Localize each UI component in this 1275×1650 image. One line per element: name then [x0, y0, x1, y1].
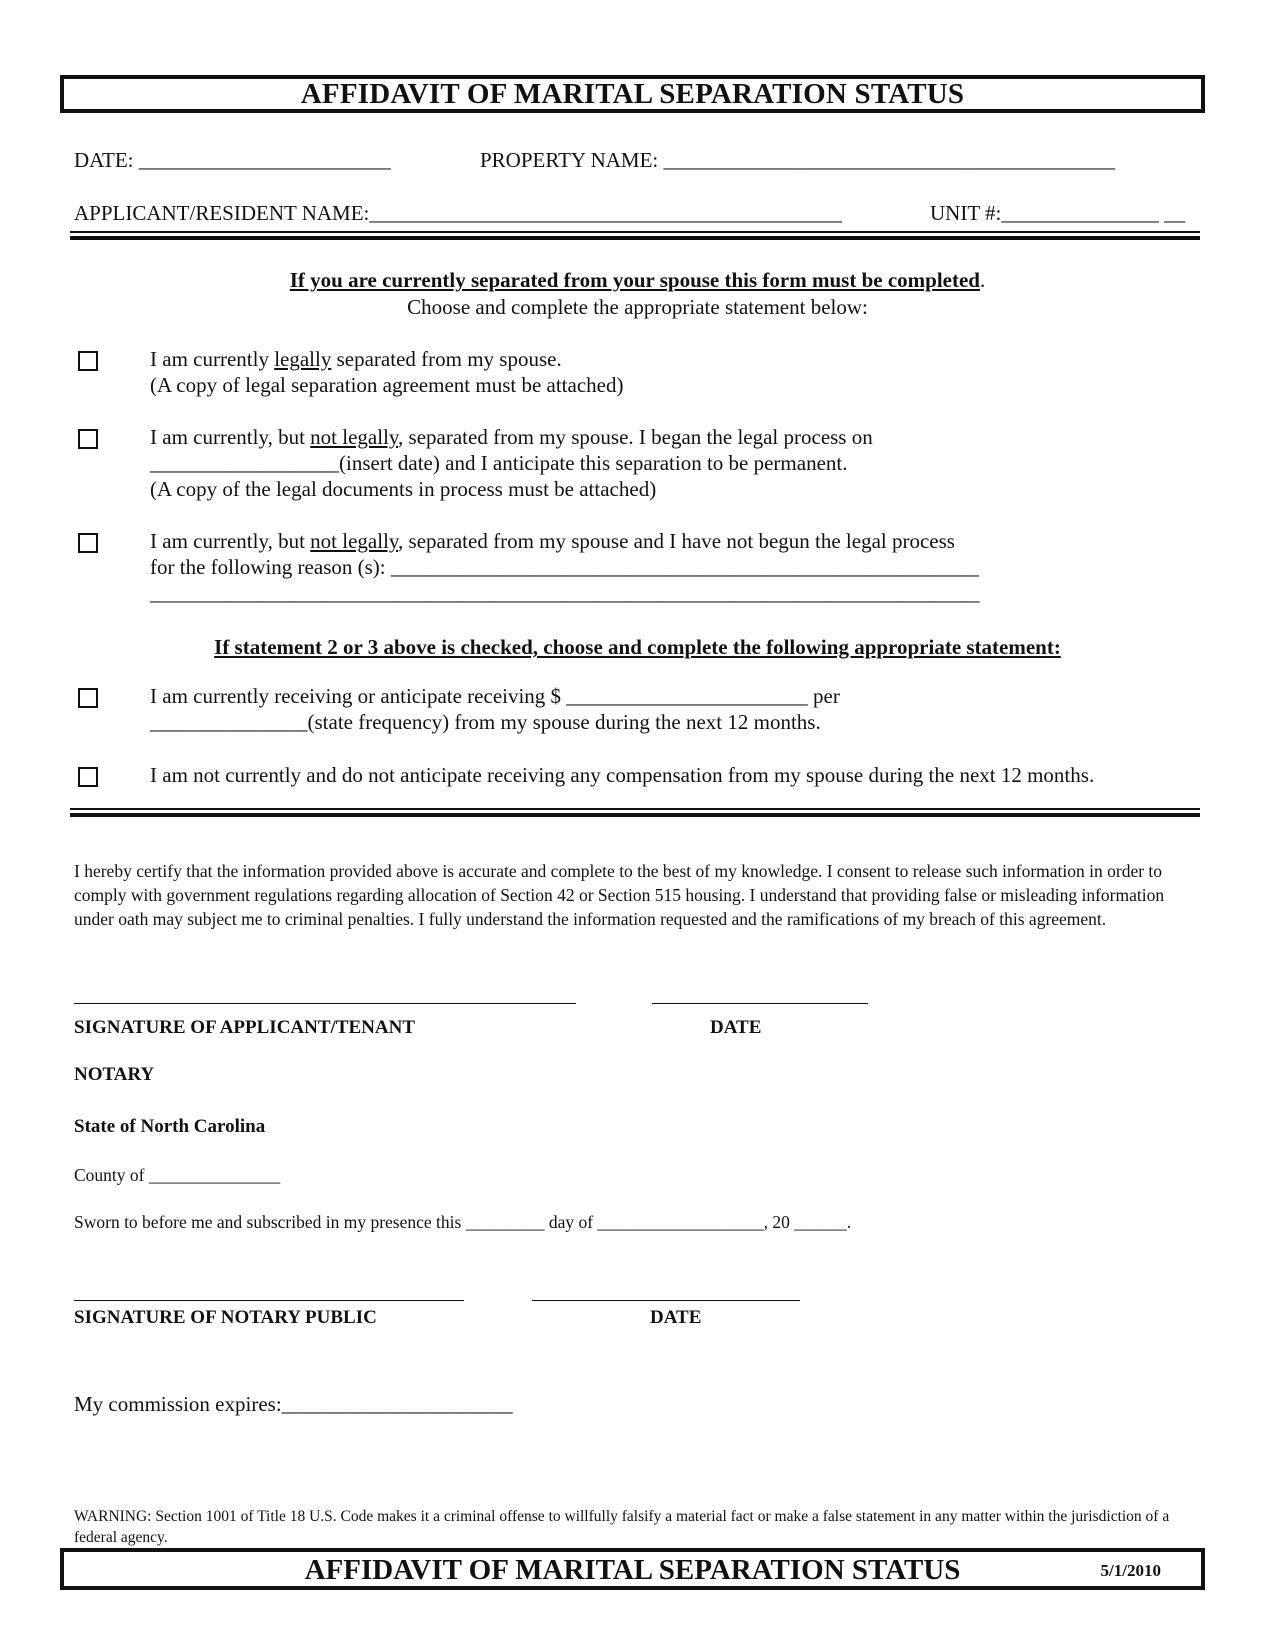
- checkbox-not-legally-began-process[interactable]: [78, 429, 98, 449]
- notary-date-line[interactable]: [532, 1300, 800, 1301]
- option3-reason-line-2[interactable]: _______________________________________________________________________________: [150, 581, 980, 605]
- applicant-name-label: APPLICANT/RESIDENT NAME:: [74, 201, 370, 225]
- form-title: [60, 75, 1205, 113]
- option4-amount-line[interactable]: I am currently receiving or anticipate receiving $ _______________________ per: [150, 684, 840, 708]
- options-divider: [70, 808, 1200, 817]
- instruction-heading-text: If you are currently separated from your spouse this form must be completed: [289, 268, 980, 292]
- applicant-name-blank[interactable]: _____________________________________________: [369, 201, 842, 225]
- checkbox-no-compensation[interactable]: [78, 767, 98, 787]
- header-divider: [70, 231, 1200, 240]
- footer-box: [60, 1548, 1205, 1590]
- option2-text-b: , separated from my spouse. I began the legal process on: [398, 425, 873, 449]
- property-name-label: PROPERTY NAME:: [480, 148, 659, 172]
- commission-expires-line[interactable]: My commission expires:______________________: [74, 1392, 513, 1416]
- option1-text-a: I am currently: [150, 347, 275, 371]
- option3-text-b: , separated from my spouse and I have not begun the legal process: [398, 529, 955, 553]
- option2-text-a: I am currently, but: [150, 425, 311, 449]
- applicant-signature-label: SIGNATURE OF APPLICANT/TENANT: [74, 1017, 415, 1038]
- checkbox-receiving-compensation[interactable]: [78, 688, 98, 708]
- applicant-name-field[interactable]: [74, 201, 842, 226]
- checkbox-not-legally-no-process[interactable]: [78, 533, 98, 553]
- option4-frequency-line[interactable]: _______________(state frequency) from my spouse during the next 12 months.: [150, 710, 821, 734]
- unit-number-field[interactable]: [930, 201, 1185, 226]
- notary-heading: NOTARY: [74, 1064, 155, 1085]
- footer-title: AFFIDAVIT OF MARITAL SEPARATION STATUS: [304, 1554, 961, 1586]
- option1-note: (A copy of legal separation agreement must be attached): [150, 373, 624, 397]
- option2-note: (A copy of the legal documents in process must be attached): [150, 477, 657, 501]
- instruction-heading: [0, 268, 1275, 293]
- unit-number-blank[interactable]: _______________ __: [1001, 201, 1186, 225]
- form-title-text: AFFIDAVIT OF MARITAL SEPARATION STATUS: [300, 77, 965, 110]
- notary-signature-line[interactable]: [74, 1300, 464, 1301]
- option3-reason-line[interactable]: for the following reason (s): ________________________________________________________: [150, 555, 979, 579]
- date-label: DATE:: [74, 148, 134, 172]
- footer-revision-date: 5/1/2010: [1100, 1561, 1161, 1580]
- secondary-instruction-heading-text: If statement 2 or 3 above is checked, choose and complete the following appropriate statement:: [214, 635, 1061, 659]
- option-not-legally-no-process: [150, 528, 980, 606]
- unit-number-label: UNIT #:: [930, 201, 1002, 225]
- instruction-heading-period: .: [979, 268, 986, 292]
- option2-insert-date-line[interactable]: __________________(insert date) and I anticipate this separation to be permanent.: [150, 451, 848, 475]
- option-receiving-compensation: [150, 683, 840, 735]
- option1-text-b: separated from my spouse.: [331, 347, 562, 371]
- date-blank[interactable]: ________________________: [138, 148, 391, 172]
- certification-paragraph: I hereby certify that the information provided above is accurate and complete to the best of my knowledge. I consent to release such information in order to comply with government regulations regarding allocation of Section 42 or Section 515 housing. I understand that providing false or misleading information under oath may subject me to criminal penalties. I fully understand the information requested and the ramifications of my breach of this agreement.: [74, 861, 1165, 929]
- option-not-legally-began-process: [150, 424, 873, 502]
- secondary-instruction-heading: [0, 635, 1275, 660]
- notary-sworn-line[interactable]: Sworn to before me and subscribed in my presence this _________ day of ___________________, 20 ______.: [74, 1212, 852, 1232]
- applicant-signature-line[interactable]: [74, 1003, 576, 1004]
- notary-county-line[interactable]: County of _______________: [74, 1165, 281, 1185]
- notary-signature-label: SIGNATURE OF NOTARY PUBLIC: [74, 1307, 377, 1328]
- notary-state: State of North Carolina: [74, 1116, 266, 1137]
- applicant-date-label: DATE: [710, 1017, 762, 1038]
- option-no-compensation: [150, 762, 1094, 788]
- date-field[interactable]: [74, 148, 391, 173]
- option-legally-separated: [150, 346, 623, 398]
- warning-text: WARNING: Section 1001 of Title 18 U.S. Code makes it a criminal offense to willfully falsify a material fact or make a false statement in any matter within the jurisdiction of a federal agency.: [74, 1508, 1170, 1546]
- notary-date-label: DATE: [650, 1307, 702, 1328]
- checkbox-legally-separated[interactable]: [78, 351, 98, 371]
- applicant-date-line[interactable]: [652, 1003, 868, 1004]
- property-name-field[interactable]: [480, 148, 1115, 173]
- option3-text-a: I am currently, but: [150, 529, 311, 553]
- option2-text-underlined: not legally: [310, 425, 399, 449]
- property-name-blank[interactable]: ___________________________________________: [663, 148, 1115, 172]
- instruction-subheading: Choose and complete the appropriate statement below:: [407, 295, 868, 319]
- option5-text: I am not currently and do not anticipate receiving any compensation from my spouse during the next 12 months.: [150, 763, 1095, 787]
- option3-text-underlined: not legally: [310, 529, 399, 553]
- option1-text-underlined: legally: [274, 347, 332, 371]
